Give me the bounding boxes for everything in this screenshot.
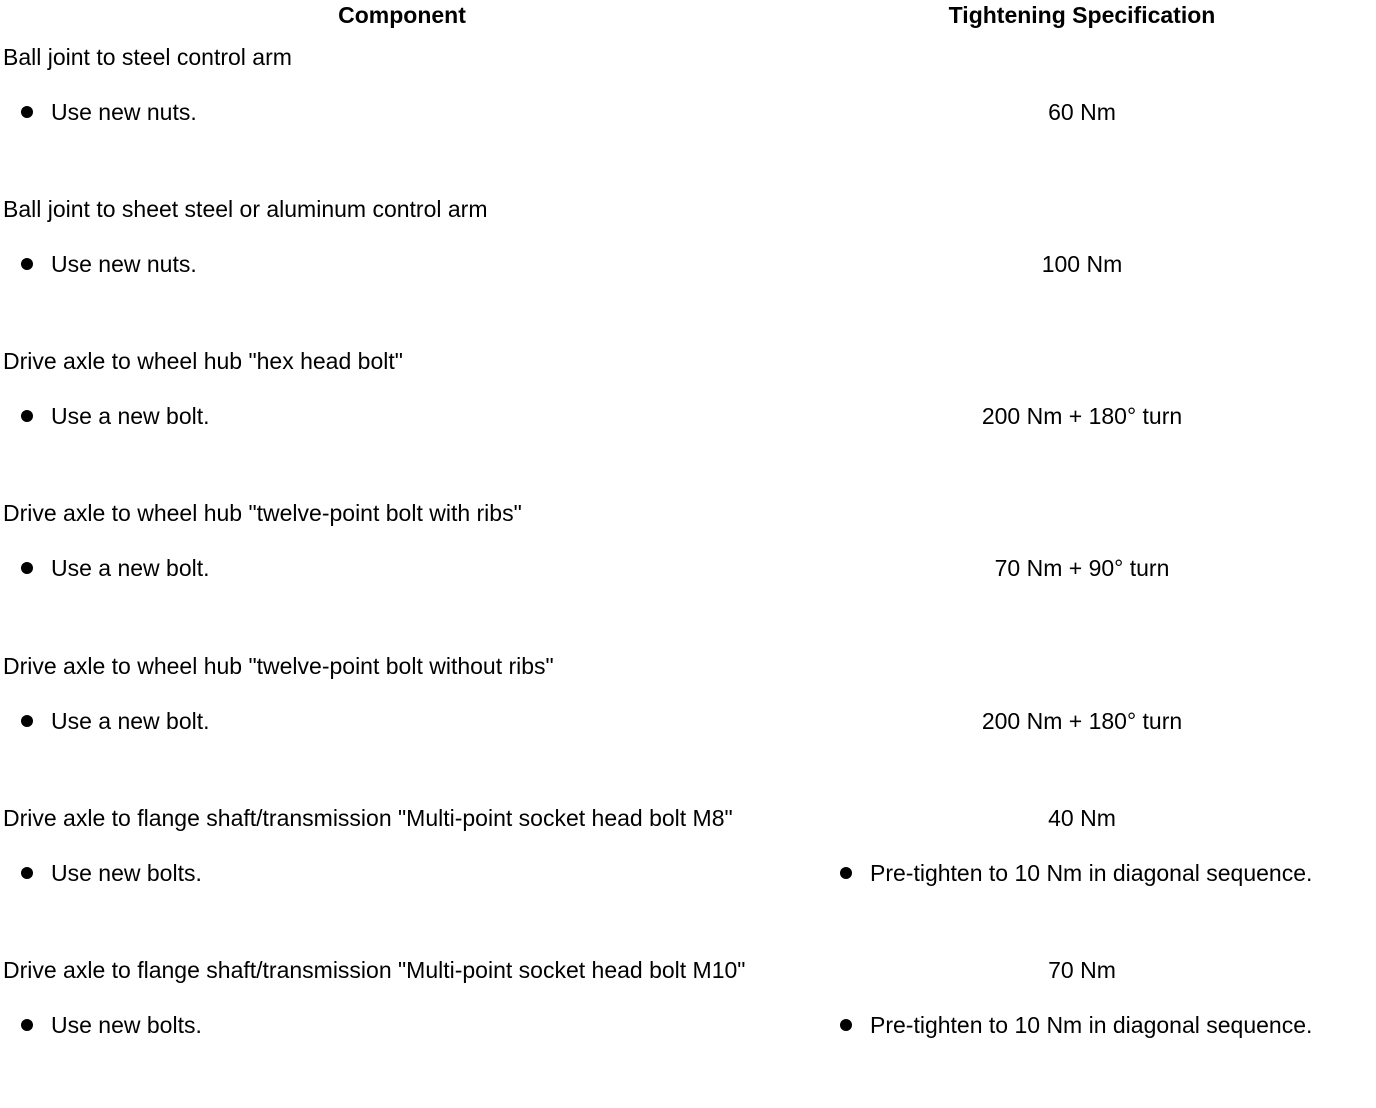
bullet-icon [840, 867, 852, 879]
component-name: Drive axle to wheel hub "hex head bolt" [3, 348, 403, 374]
table-row [0, 347, 1376, 499]
component-note-text: Use new nuts. [51, 251, 197, 277]
column-header-component: Component [338, 2, 466, 28]
bullet-icon [840, 1019, 852, 1031]
bullet-icon [21, 867, 33, 879]
table-row [0, 195, 1376, 347]
component-note-text: Use a new bolt. [51, 708, 210, 734]
table-row [0, 652, 1376, 804]
component-name: Drive axle to wheel hub "twelve-point bolt with ribs" [3, 500, 522, 526]
component-name: Ball joint to steel control arm [3, 44, 292, 70]
component-name: Drive axle to flange shaft/transmission "Multi-point socket head bolt M10" [3, 957, 746, 983]
bullet-icon [21, 562, 33, 574]
table-row [0, 804, 1376, 956]
component-name: Ball joint to sheet steel or aluminum control arm [3, 196, 488, 222]
component-note [21, 402, 210, 430]
component-note [21, 707, 210, 735]
bullet-icon [21, 106, 33, 118]
spec-note [840, 1011, 1312, 1039]
bullet-icon [21, 258, 33, 270]
tightening-spec: 70 Nm [1048, 957, 1116, 983]
component-note [21, 98, 197, 126]
tightening-spec: 60 Nm [1048, 99, 1116, 125]
tightening-spec: 70 Nm + 90° turn [994, 555, 1170, 581]
tightening-spec: 200 Nm + 180° turn [981, 403, 1183, 429]
spec-note [840, 859, 1312, 887]
spec-note-text: Pre-tighten to 10 Nm in diagonal sequence. [870, 860, 1313, 886]
component-note [21, 1011, 202, 1039]
column-header-specification: Tightening Specification [948, 2, 1216, 28]
bullet-icon [21, 1019, 33, 1031]
bullet-icon [21, 715, 33, 727]
component-name: Drive axle to flange shaft/transmission "Multi-point socket head bolt M8" [3, 805, 733, 831]
table-row [0, 956, 1376, 1108]
component-note [21, 554, 210, 582]
component-note-text: Use new nuts. [51, 99, 197, 125]
component-note-text: Use new bolts. [51, 1012, 202, 1038]
component-note [21, 859, 202, 887]
tightening-spec: 200 Nm + 180° turn [981, 708, 1183, 734]
spec-note-text: Pre-tighten to 10 Nm in diagonal sequence. [870, 1012, 1313, 1038]
component-note-text: Use a new bolt. [51, 403, 210, 429]
table-row [0, 43, 1376, 195]
component-note-text: Use new bolts. [51, 860, 202, 886]
component-note [21, 250, 197, 278]
tightening-spec: 100 Nm [1041, 251, 1123, 277]
table-row [0, 499, 1376, 651]
bullet-icon [21, 410, 33, 422]
component-note-text: Use a new bolt. [51, 555, 210, 581]
component-name: Drive axle to wheel hub "twelve-point bolt without ribs" [3, 653, 554, 679]
tightening-spec: 40 Nm [1048, 805, 1116, 831]
